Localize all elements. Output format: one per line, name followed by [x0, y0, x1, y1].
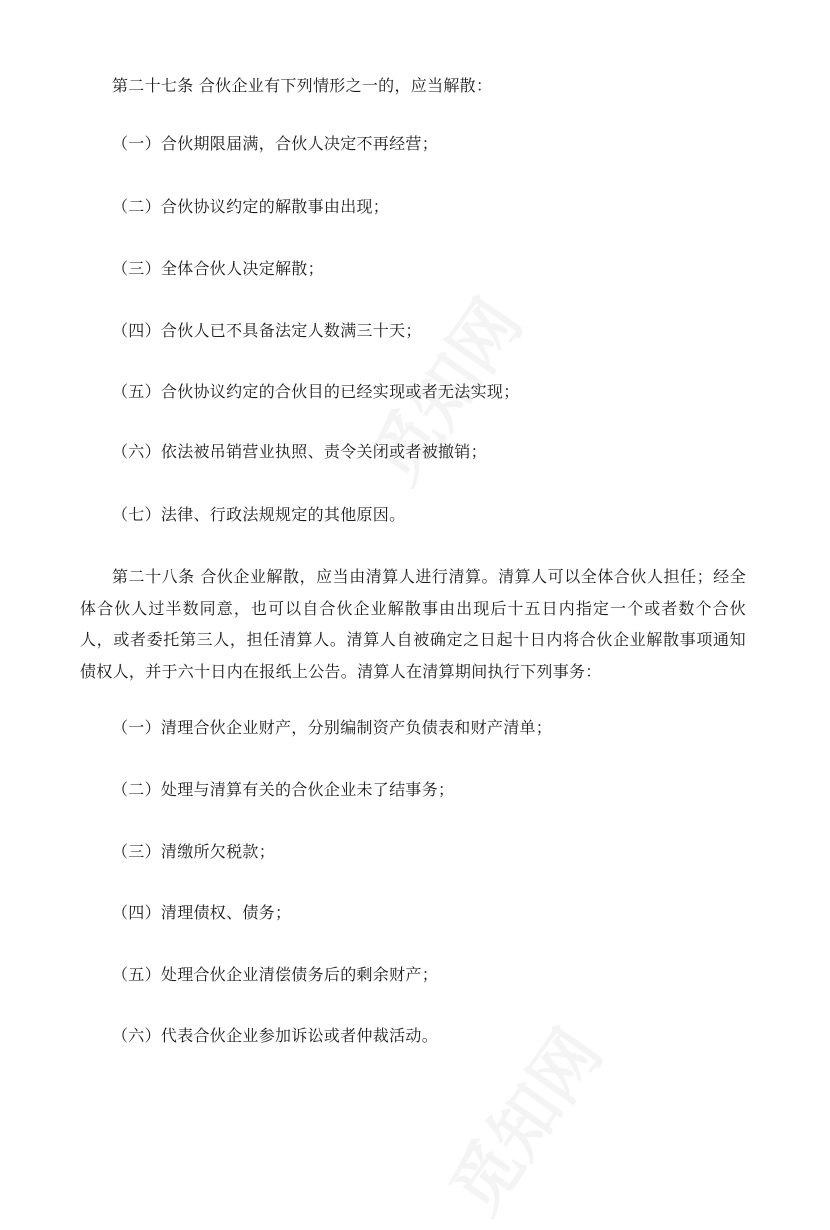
article-28-item: （五）处理合伙企业清偿债务后的剩余财产； — [112, 965, 439, 984]
article-28-paragraph: 第二十八条 合伙企业解散，应当由清算人进行清算。清算人可以全体合伙人担任；经全体合伙人过半数同意，也可以自合伙企业解散事由出现后十五日内指定一个或者数个合伙人，或者委托第三人，担任清算人。清算人自被确定之日起十日内将合伙企业解散事项通知债权人，并于六十日内在报纸上公告。清算人在清算期间执行下列事务： — [80, 567, 746, 681]
article-28-item: （三）清缴所欠税款； — [112, 842, 276, 861]
article-27-item: （六）依法被吊销营业执照、责令关闭或者被撤销； — [112, 442, 487, 461]
article-27-item: （四）合伙人已不具备法定人数满三十天； — [112, 321, 422, 340]
article-27-item: （三）全体合伙人决定解散； — [112, 259, 324, 278]
article-27-item: （一）合伙期限届满，合伙人决定不再经营； — [112, 134, 439, 153]
article-28-item: （六）代表合伙企业参加诉讼或者仲裁活动。 — [112, 1026, 439, 1045]
article-28-item: （一）清理合伙企业财产，分别编制资产负债表和财产清单； — [112, 718, 553, 737]
article-28-item: （二）处理与清算有关的合伙企业未了结事务； — [112, 780, 455, 799]
watermark — [424, 1007, 620, 1230]
article-27-item: （二）合伙协议约定的解散事由出现； — [112, 197, 390, 216]
article-27-item: （七）法律、行政法规规定的其他原因。 — [112, 505, 406, 524]
article-27-heading: 第二十七条 合伙企业有下列情形之一的，应当解散： — [112, 76, 493, 95]
article-27-item: （五）合伙协议约定的合伙目的已经实现或者无法实现； — [112, 382, 520, 401]
article-28-item: （四）清理债权、债务； — [112, 903, 292, 922]
